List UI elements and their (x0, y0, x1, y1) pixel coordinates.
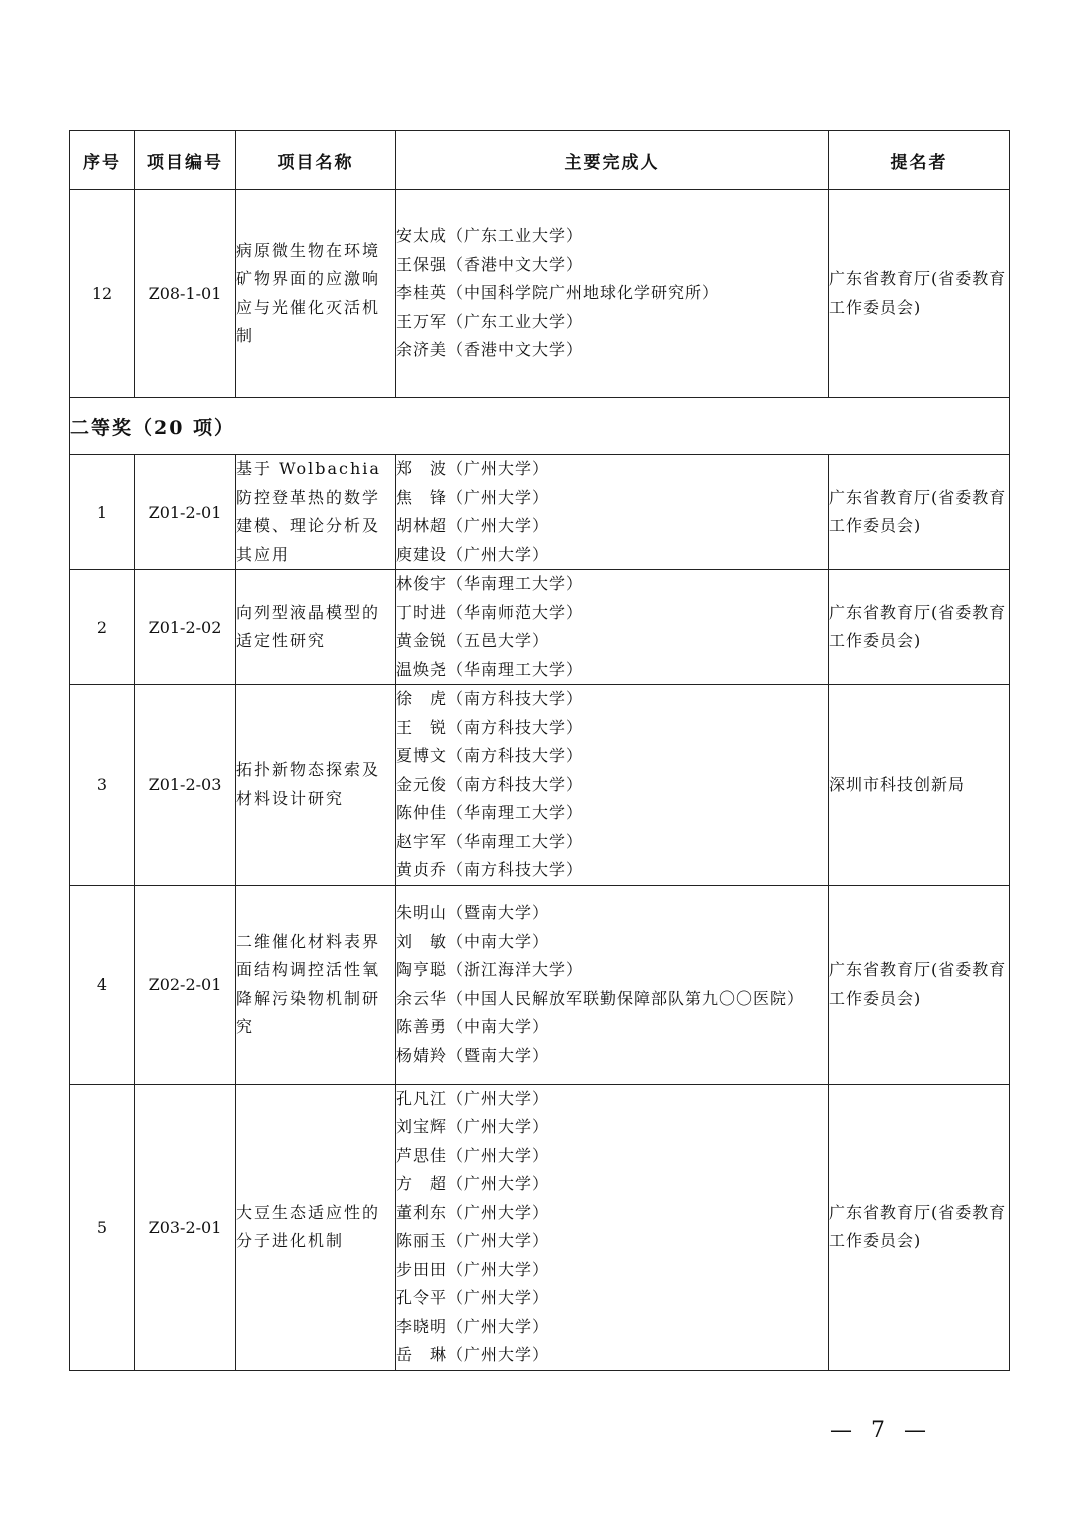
cell-people (396, 685, 829, 886)
person: 胡林超（广州大学） (396, 516, 550, 535)
person: 岳 琳（广州大学） (396, 1345, 550, 1364)
person: 赵宇军（华南理工大学） (396, 831, 584, 851)
cell-people (396, 190, 829, 398)
table-row (70, 570, 1010, 685)
person: 芦思佳（广州大学） (396, 1145, 550, 1165)
cell-code: Z01-2-02 (135, 570, 236, 685)
cell-code: Z01-2-03 (135, 685, 236, 886)
person: 步田田（广州大学） (396, 1259, 550, 1279)
header-name: 项目名称 (236, 131, 396, 190)
header-people: 主要完成人 (396, 131, 829, 190)
cell-name: 二维催化材料表界面结构调控活性氧降解污染物机制研究 (236, 885, 396, 1084)
cell-code: Z01-2-01 (135, 455, 236, 570)
cell-seq: 2 (70, 570, 135, 685)
page-number: — 7 — (830, 1418, 932, 1443)
cell-seq: 4 (70, 885, 135, 1084)
person: 陶亨聪（浙江海洋大学） (396, 960, 584, 979)
cell-code: Z03-2-01 (135, 1084, 236, 1370)
person: 黄金锐（五邑大学） (396, 631, 550, 650)
person: 董利东（广州大学） (396, 1202, 550, 1222)
person: 方 超（广州大学） (396, 1174, 550, 1193)
table-row (70, 885, 1010, 1084)
person: 余济美（香港中文大学） (396, 340, 584, 360)
person: 黄贞乔（南方科技大学） (396, 860, 584, 879)
cell-seq: 12 (70, 190, 135, 398)
table-row (70, 1084, 1010, 1370)
person: 刘宝辉（广州大学） (396, 1117, 550, 1136)
person: 金元俊（南方科技大学） (396, 774, 584, 794)
person: 温焕尧（华南理工大学） (396, 659, 584, 679)
header-seq: 序号 (70, 131, 135, 190)
person: 郑 波（广州大学） (396, 459, 550, 478)
cell-name: 大豆生态适应性的分子进化机制 (236, 1084, 396, 1370)
section-second-prize: 二等奖（20 项） (70, 398, 1010, 455)
person: 陈丽玉（广州大学） (396, 1231, 550, 1250)
person: 王 锐（南方科技大学） (396, 717, 584, 737)
cell-code: Z08-1-01 (135, 190, 236, 398)
cell-seq: 5 (70, 1084, 135, 1370)
person: 李桂英（中国科学院广州地球化学研究所） (396, 283, 720, 303)
person: 陈仲佳（华南理工大学） (396, 803, 584, 822)
cell-seq: 1 (70, 455, 135, 570)
person: 焦 锋（广州大学） (396, 487, 550, 507)
table-row (70, 190, 1010, 398)
person: 刘 敏（中南大学） (396, 931, 550, 951)
table-header-row (70, 131, 1010, 190)
table-row (70, 685, 1010, 886)
cell-people (396, 885, 829, 1084)
person: 陈善勇（中南大学） (396, 1017, 550, 1036)
cell-people (396, 570, 829, 685)
cell-name: 拓扑新物态探索及材料设计研究 (236, 685, 396, 886)
cell-nominator: 广东省教育厅(省委教育工作委员会) (829, 190, 1010, 398)
person: 丁时进（华南师范大学） (396, 602, 584, 622)
person: 杨婧羚（暨南大学） (396, 1045, 550, 1065)
cell-nominator: 广东省教育厅(省委教育工作委员会) (829, 885, 1010, 1084)
section-row (70, 398, 1010, 455)
cell-name: 向列型液晶模型的适定性研究 (236, 570, 396, 685)
cell-people (396, 1084, 829, 1370)
cell-seq: 3 (70, 685, 135, 886)
cell-code: Z02-2-01 (135, 885, 236, 1084)
person: 孔令平（广州大学） (396, 1288, 550, 1307)
person: 林俊宇（华南理工大学） (396, 574, 584, 593)
table-row (70, 455, 1010, 570)
person: 朱明山（暨南大学） (396, 903, 550, 922)
person: 夏博文（南方科技大学） (396, 746, 584, 765)
person: 王万军（广东工业大学） (396, 311, 584, 331)
person: 余云华（中国人民解放军联勤保障部队第九〇〇医院） (396, 988, 805, 1008)
person: 李晓明（广州大学） (396, 1316, 550, 1336)
person: 王保强（香港中文大学） (396, 254, 584, 274)
cell-name: 基于 Wolbachia 防控登革热的数学建模、理论分析及其应用 (236, 455, 396, 570)
cell-nominator: 广东省教育厅(省委教育工作委员会) (829, 455, 1010, 570)
cell-nominator: 广东省教育厅(省委教育工作委员会) (829, 1084, 1010, 1370)
cell-people (396, 455, 829, 570)
cell-nominator: 深圳市科技创新局 (829, 685, 1010, 886)
cell-nominator: 广东省教育厅(省委教育工作委员会) (829, 570, 1010, 685)
person: 庾建设（广州大学） (396, 544, 550, 564)
person: 孔凡江（广州大学） (396, 1088, 550, 1108)
person: 徐 虎（南方科技大学） (396, 689, 584, 708)
person: 安太成（广东工业大学） (396, 226, 584, 246)
header-code: 项目编号 (135, 131, 236, 190)
awards-table (69, 130, 1010, 1371)
header-nominator: 提名者 (829, 131, 1010, 190)
cell-name: 病原微生物在环境矿物界面的应激响应与光催化灭活机制 (236, 190, 396, 398)
